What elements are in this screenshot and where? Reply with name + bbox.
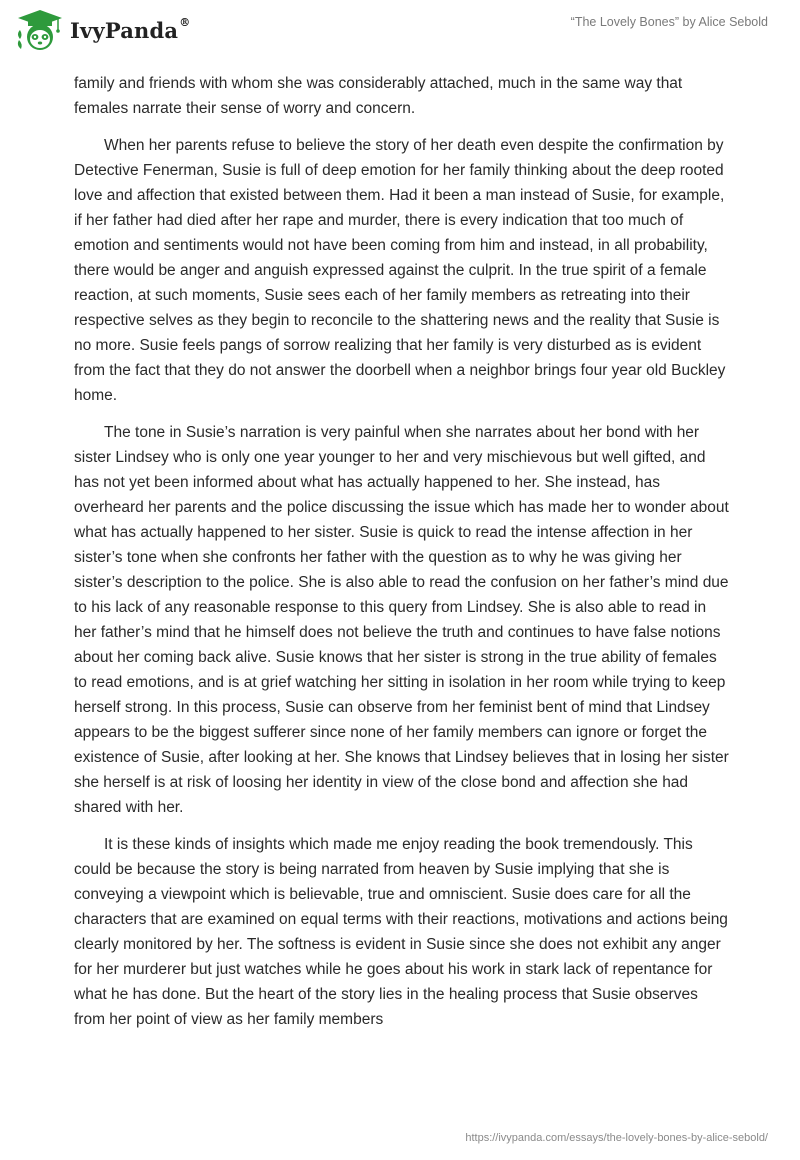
paragraph: The tone in Susie’s narration is very painful when she narrates about her bond with her sister Lindsey who is only one year younger to her and very mischievous but well gifted, and has not yet been informed about what has actually happened to her. She instead, has overheard her parents and the police discussing the issue which has made her to wonder about what has actually happened to her sister. Susie is quick to read the intense affection in her sister’s tone when she confronts her father with the question as to why he was giving her sister’s description to the police. She is also able to read the confusion on her father’s mind due to his lack of any reasonable response to this query from Lindsey. She is also able to read in her father’s mind that he himself does not believe the truth and continues to have false notions about her coming back alive. Susie knows that her sister is strong in the true ability of females to read emotions, and is at grief watching her sitting in isolation in her room while trying to keep herself strong. In this process, Susie can observe from her feminist bent of mind that Lindsey appears to be the biggest sufferer since none of her family members can ignore or forget the existence of Susie, after looking at her. She knows that Lindsey believes that in losing her sister she herself is at risk of loosing her identity in view of the close bond and affection she had shared with her. bbox=[74, 424, 729, 816]
brand-name: IvyPanda® bbox=[70, 15, 191, 43]
running-title: “The Lovely Bones” by Alice Sebold bbox=[570, 15, 768, 29]
panda-graduate-icon bbox=[14, 8, 66, 52]
page-header bbox=[0, 0, 800, 62]
essay-body bbox=[74, 71, 730, 1044]
paragraph: When her parents refuse to believe the story of her death even despite the confirmation by Detective Fenerman, Susie is full of deep emotion for her family thinking about the deep rooted love and affection that existed between them. Had it been a man instead of Susie, for example, if her father had died after her rape and murder, there is every indication that too much of emotion and sentiments would not have been coming from him and instead, in all probability, there would be anger and anguish expressed against the culprit. In the true spirit of a female reaction, at such moments, Susie sees each of her family members as retreating into their respective selves as they begin to reconcile to the shattering news and the reality that Susie is no more. Susie feels pangs of sorrow realizing that her family is very disturbed as is evident from the fact that they do not answer the doorbell when a neighbor brings four year old Buckley home. bbox=[74, 137, 726, 404]
source-url[interactable]: https://ivypanda.com/essays/the-lovely-bones-by-alice-sebold/ bbox=[465, 1132, 768, 1144]
paragraph: It is these kinds of insights which made me enjoy reading the book tremendously. This could be because the story is being narrated from heaven by Susie implying that she is conveying a viewpoint which is believable, true and omniscient. Susie does care for all the characters that are examined on equal terms with their reactions, motivations and actions being clearly monitored by her. The softness is evident in Susie since she does not exhibit any anger for her murderer but just watches while he goes about his work in stark lack of repentance for what he has done. But the heart of the story lies in the healing process that Susie observes from her point of view as her family members bbox=[74, 836, 728, 1028]
paragraph: family and friends with whom she was considerably attached, much in the same way that females narrate their sense of worry and concern. bbox=[74, 75, 683, 117]
ivypanda-logo[interactable] bbox=[14, 8, 190, 52]
registered-mark: ® bbox=[179, 15, 191, 29]
